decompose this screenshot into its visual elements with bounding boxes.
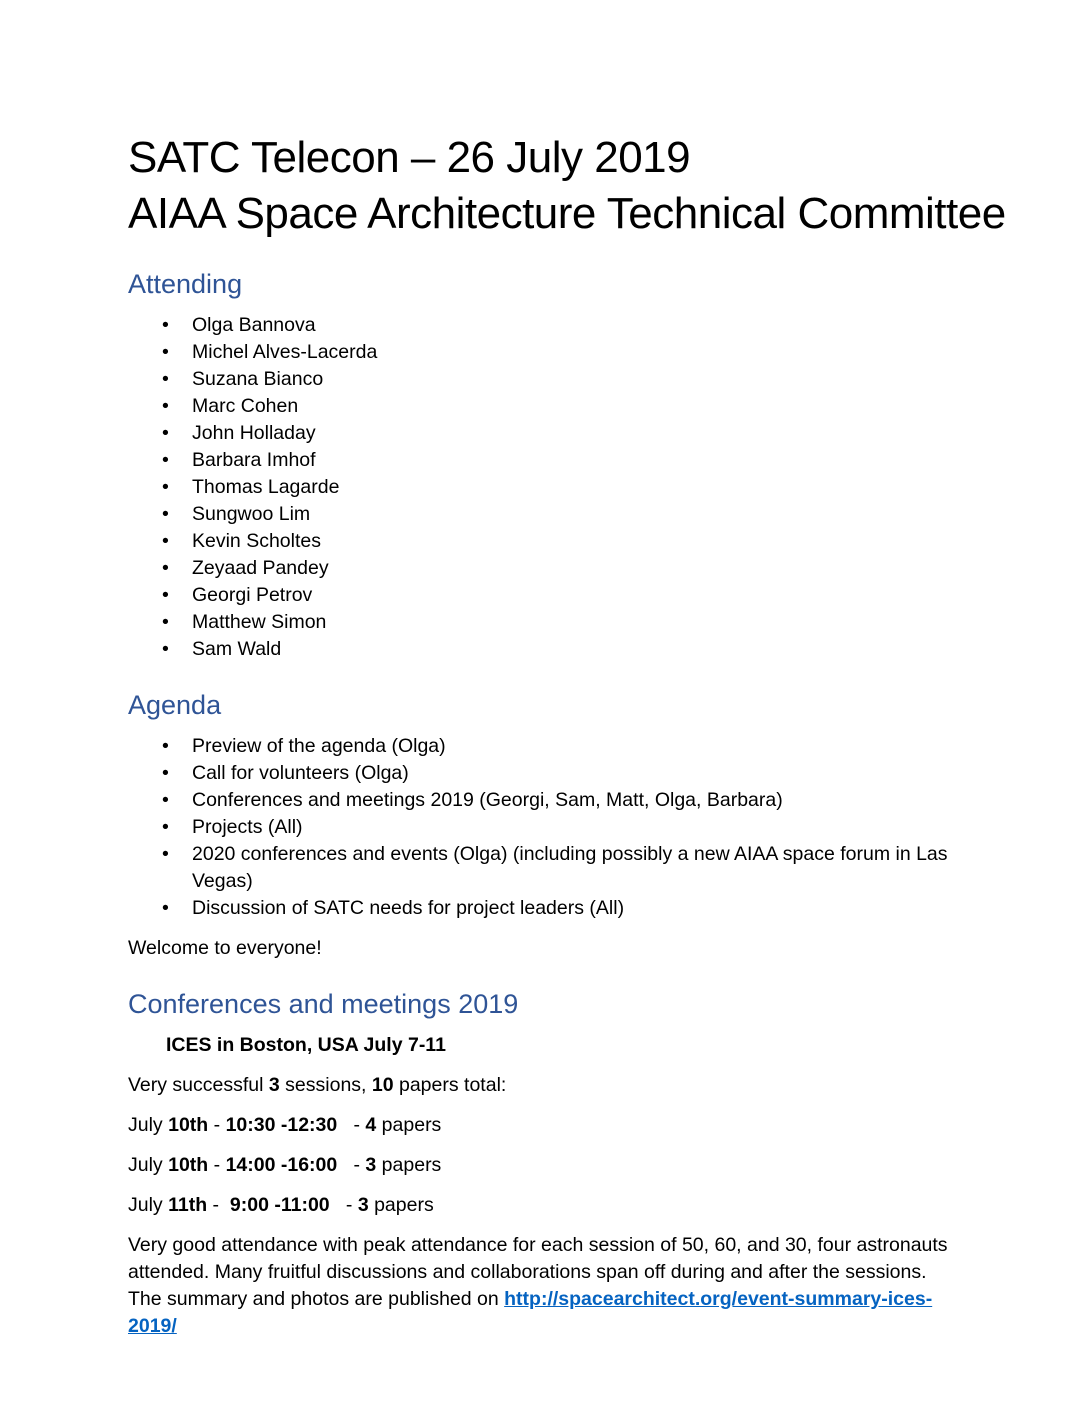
hyperlink[interactable]: http://spacearchitect.org/event-summary-ices-2019/ [128,1288,933,1337]
list-item: • Call for volunteers (Olga) [128,760,960,787]
text-segment: Very successful [128,1074,269,1096]
text-segment: papers total: [393,1074,507,1096]
list-item: • Michel Alves-Lacerda [128,339,960,366]
list-item: • 2020 conferences and events (Olga) (including possibly a new AIAA space forum in Las Vegas) [128,841,960,895]
text-segment: 4 [365,1114,377,1136]
list-item: • Preview of the agenda (Olga) [128,733,960,760]
list-item: • Discussion of SATC needs for project leaders (All) [128,895,960,922]
text-segment: 14:00 -16:00 [225,1154,338,1176]
session-line-2 [128,1152,960,1179]
attending-heading: Attending [128,269,243,299]
list-item: • Matthew Simon [128,609,960,636]
list-item: • Olga Bannova [128,312,960,339]
document-title-line2: AIAA Space Architecture Technical Committee [128,189,1006,238]
text-segment: 11th [168,1194,208,1216]
session-line-1 [128,1112,960,1139]
list-item: • Suzana Bianco [128,366,960,393]
text-segment: - [337,1154,366,1176]
text-segment: papers [376,1114,442,1136]
text-segment: 3 [357,1194,369,1216]
list-item: • Projects (All) [128,814,960,841]
text-segment: July [128,1154,169,1176]
conferences-heading: Conferences and meetings 2019 [128,989,519,1019]
text-segment: 10th [168,1114,209,1136]
text-segment: 10:30 -12:30 [225,1114,338,1136]
list-item: • Zeyaad Pandey [128,555,960,582]
list-item: • Conferences and meetings 2019 (Georgi, Sam, Matt, Olga, Barbara) [128,787,960,814]
agenda-list [128,733,960,922]
text-segment: - [337,1114,366,1136]
attending-list [128,312,960,663]
text-segment: Very good attendance with peak attendance for each session of 50, 60, and 30, four astronauts attended. Many fruitful discussions and collaborations span off during and after the sessions. The summary and photos are published on [128,1234,948,1310]
text-segment: - [207,1194,230,1216]
text-segment: - [329,1194,358,1216]
list-item: • Georgi Petrov [128,582,960,609]
text-segment: 10th [168,1154,209,1176]
attendance-paragraph [128,1232,960,1340]
text-segment: 10 [371,1074,394,1096]
text-segment: 3 [365,1154,377,1176]
text-segment: July [128,1114,169,1136]
list-item: • Barbara Imhof [128,447,960,474]
list-item: • Kevin Scholtes [128,528,960,555]
text-segment: - [208,1114,226,1136]
list-item: • John Holladay [128,420,960,447]
list-item: • Thomas Lagarde [128,474,960,501]
ices-subheading: ICES in Boston, USA July 7-11 [166,1034,446,1056]
text-segment: - [208,1154,226,1176]
list-item: • Marc Cohen [128,393,960,420]
sessions-summary [128,1072,960,1099]
session-line-3 [128,1192,960,1219]
document-title [128,130,1006,242]
agenda-heading: Agenda [128,690,222,720]
welcome-text: Welcome to everyone! [128,937,322,959]
text-segment: 9:00 -11:00 [229,1194,330,1216]
text-segment: papers [376,1154,442,1176]
document-title-line1: SATC Telecon – 26 July 2019 [128,133,691,182]
text-segment: July [128,1194,169,1216]
list-item: • Sungwoo Lim [128,501,960,528]
text-segment: papers [368,1194,434,1216]
text-segment: sessions, [279,1074,372,1096]
list-item: • Sam Wald [128,636,960,663]
text-segment: 3 [268,1074,280,1096]
